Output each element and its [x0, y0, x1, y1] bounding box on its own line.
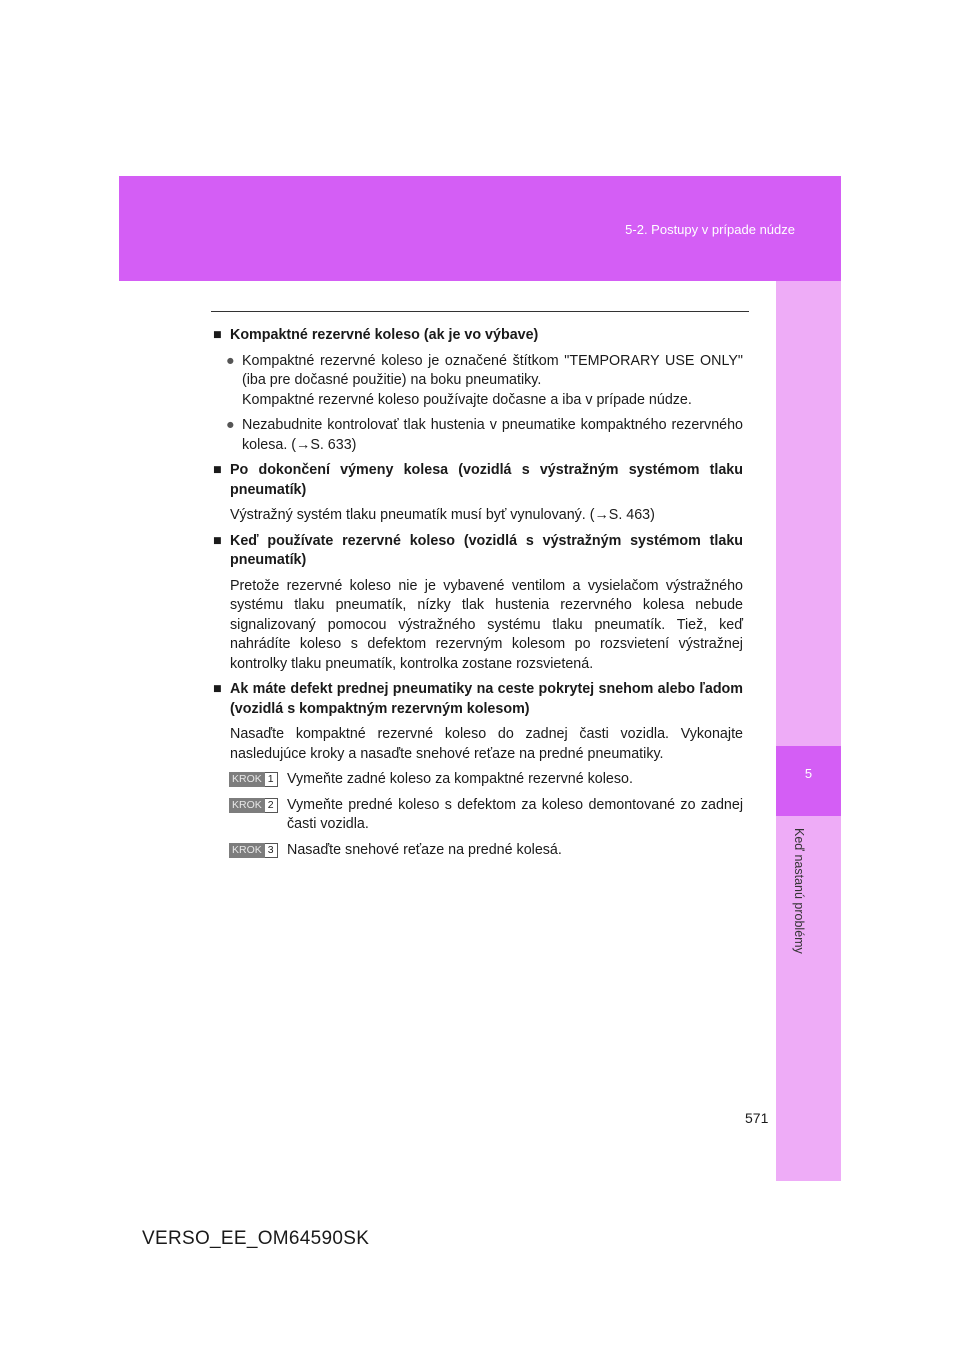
chapter-number: 5: [804, 766, 813, 781]
step-text: Vymeňte zadné koleso za kompaktné rezervné koleso.: [287, 771, 633, 787]
section-heading: ■ Po dokončení výmeny kolesa (vozidlá s výstražným systémom tlaku pneumatík): [213, 462, 743, 498]
top-divider: [211, 311, 749, 312]
chapter-label: Keď nastanú problémy: [792, 828, 806, 954]
page-number: 571: [745, 1110, 769, 1126]
section-text: Nasaďte kompaktné rezervné koleso do zadnej časti vozidla. Vykonajte nasledujúce kroky a nasaďte snehové reťaze na predné pneumatiky.: [230, 726, 743, 762]
step-badge: KROK 2: [229, 798, 278, 813]
chapter-header-band: [119, 176, 841, 281]
circle-bullet-icon: ●: [226, 352, 235, 369]
section-text: Pretože rezervné koleso nie je vybavené ventilom a vysielačom výstražného systému tlaku pneumatík, nízky tlak hustenia rezervného kolesa nebude signalizovaný pomocou výstražného systému tlaku pneumatík. Tiež, keď nahrádíte koleso s defektom rezervným kolesom po rozsvietení výstražnej kontrolky tlaku pneumatík, kontrolka zostane rozsvietená.: [230, 577, 743, 672]
bullet-item: ● Nezabudnite kontrolovať tlak hustenia v pneumatike kompaktného rezervného kolesa. (→S. 633): [226, 417, 743, 453]
page-content: [213, 326, 743, 866]
step-text: Nasaďte snehové reťaze na predné kolesá.: [287, 841, 562, 858]
section-title: 5-2. Postupy v prípade núdze: [625, 222, 795, 237]
section-heading: ■ Keď používate rezervné koleso (vozidlá s výstražným systémom tlaku pneumatík): [213, 532, 743, 568]
step-badge: KROK 1: [229, 772, 278, 787]
section-heading: ■ Kompaktné rezervné koleso (ak je vo výbave): [213, 326, 743, 346]
step-item: [213, 841, 743, 861]
step-text: Vymeňte predné koleso s defektom za koleso demontované zo zadnej časti vozidla.: [287, 796, 743, 832]
chapter-number-box: [776, 746, 841, 816]
step-item: [213, 770, 743, 790]
square-bullet-icon: ■: [213, 462, 222, 478]
square-bullet-icon: ■: [213, 532, 222, 549]
circle-bullet-icon: ●: [226, 417, 235, 433]
step-item: [213, 796, 743, 835]
section-heading: ■ Ak máte defekt prednej pneumatiky na ceste pokrytej snehom alebo ľadom (vozidlá s kompaktným rezervným kolesom): [213, 681, 743, 717]
document-code: VERSO_EE_OM64590SK: [142, 1228, 370, 1249]
side-tab: [776, 281, 841, 1181]
section-text: Výstražný systém tlaku pneumatík musí byť vynulovaný. (→S. 463): [230, 507, 655, 523]
bullet-item: ● Kompaktné rezervné koleso je označené štítkom "TEMPORARY USE ONLY" (iba pre dočasné použitie) na boku pneumatiky. Kompaktné rezervné koleso používajte dočasne a iba v prípade núdze.: [226, 352, 743, 408]
square-bullet-icon: ■: [213, 327, 222, 343]
step-badge: KROK 3: [229, 843, 278, 858]
square-bullet-icon: ■: [213, 681, 222, 697]
